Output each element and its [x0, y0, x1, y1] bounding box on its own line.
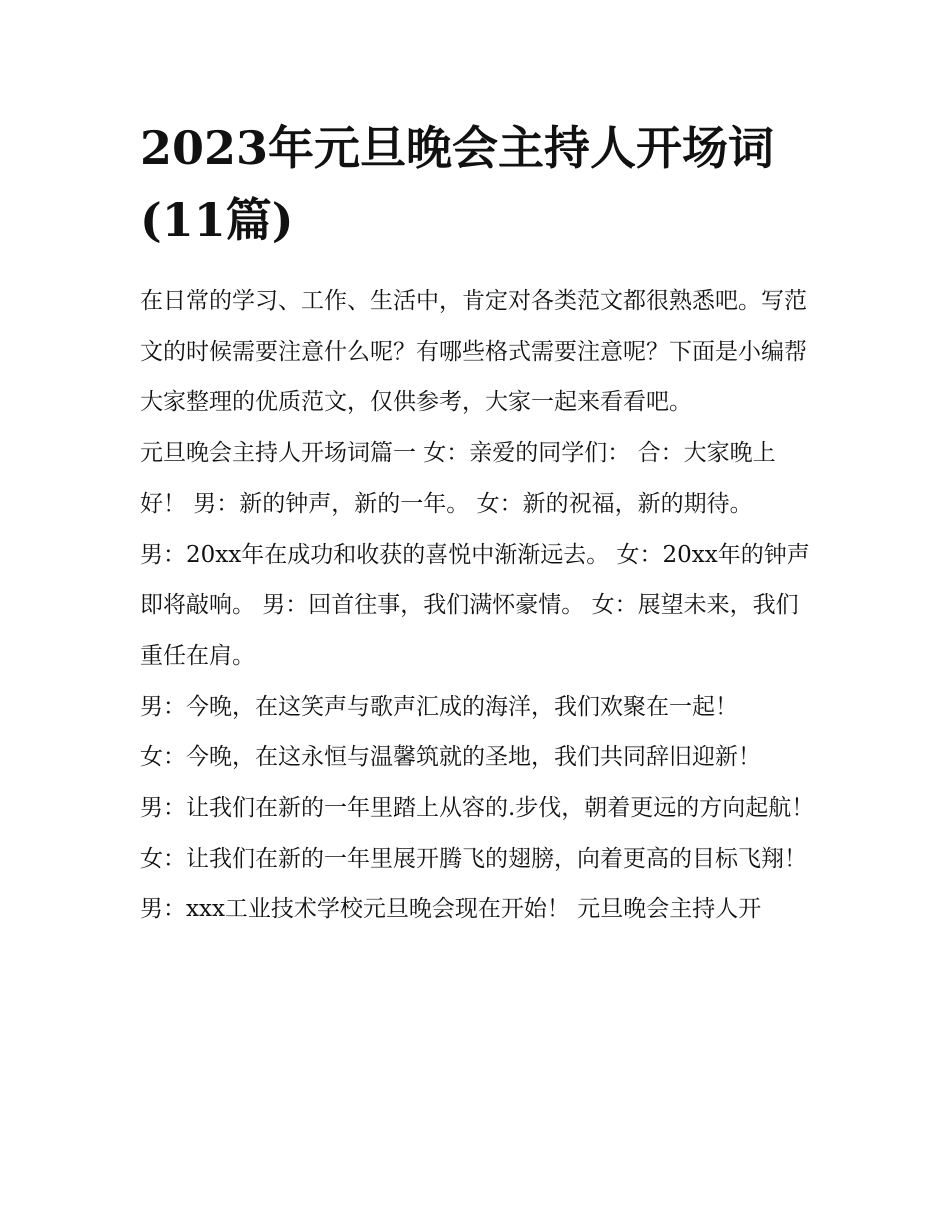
paragraph-year: 男：20xx年在成功和收获的喜悦中渐渐远去。 女：20xx年的钟声即将敲响。 男：回首往事，我们满怀豪情。 女：展望未来，我们重任在肩。: [140, 541, 810, 669]
paragraph-tonight-female: 女：今晚，在这永恒与温馨筑就的圣地，我们共同辞旧迎新！: [140, 744, 761, 771]
paragraph-opening: 元旦晚会主持人开场词篇一 女：亲爱的同学们： 合：大家晚上好！ 男：新的钟声，新的一年。 女：新的祝福，新的期待。: [140, 440, 776, 517]
paragraph-new-year: 男：让我们在新的一年里踏上从容的.步伐，朝着更远的方向起航！ 女：让我们在新的一年里展开腾飞的翅膀，向着更高的目标飞翔！: [140, 795, 815, 872]
document-title: 2023年元旦晚会主持人开场词(11篇): [140, 121, 775, 247]
document-body: [140, 276, 820, 935]
paragraph-start: 男：xxx工业技术学校元旦晚会现在开始！ 元旦晚会主持人开: [140, 896, 762, 923]
paragraph-tonight-male: 男：今晚，在这笑声与歌声汇成的海洋，我们欢聚在一起！: [140, 693, 738, 720]
paragraph-intro: 在日常的学习、工作、生活中，肯定对各类范文都很熟悉吧。写范文的时候需要注意什么呢？有哪些格式需要注意呢？下面是小编帮大家整理的优质范文，仅供参考，大家一起来看看吧。: [140, 288, 807, 416]
